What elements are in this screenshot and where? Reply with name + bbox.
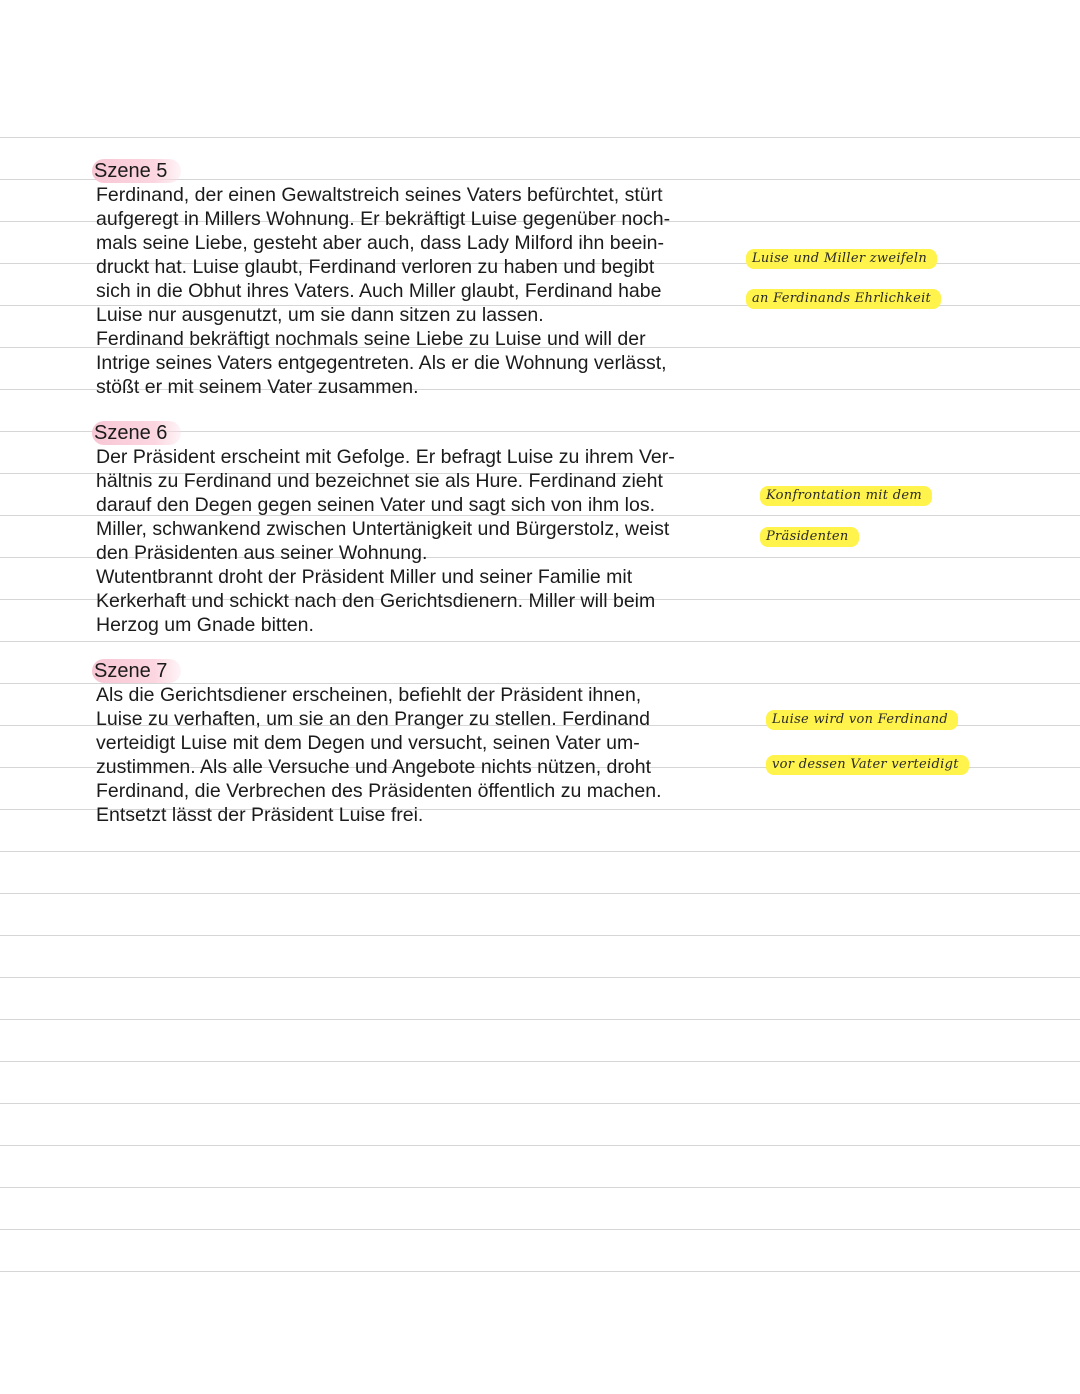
ruled-line (0, 641, 1080, 642)
ruled-line (0, 1229, 1080, 1230)
margin-note: Luise und Miller zweifeln (746, 249, 937, 269)
scene-paragraph: Ferdinand, der einen Gewaltstreich seines Vaters befürchtet, stürt aufgeregt in Millers Wohnung. Er bekräftigt Luise gegenüber noch- mals seine Liebe, gesteht aber auch, dass Lady Milford ihn beein- druckt hat. Luise glaubt, Ferdinand verloren zu haben und begibt sich in die Obhut ihres Vaters. Auch Miller glaubt, Ferdinand habe Luise nur ausgenutzt, um sie dann sitzen zu lassen. (96, 184, 671, 326)
scene-5-section (96, 159, 716, 399)
scene-paragraph: Der Präsident erscheint mit Gefolge. Er befragt Luise zu ihrem Ver- hältnis zu Ferdinand und bezeichnet sie als Hure. Ferdinand zieht darauf den Degen gegen seinen Vater und sagt sich von ihm los. Miller, schwankend zwischen Untertänigkeit und Bürgerstolz, weist den Präsidenten aus seiner Wohnung. (96, 446, 675, 564)
scene-paragraph: Wutentbrannt droht der Präsident Miller und seiner Familie mit Kerkerhaft und schickt nach den Gerichtsdienern. Miller will beim Herzog um Gnade bitten. (96, 566, 656, 636)
ruled-line (0, 893, 1080, 894)
margin-note: an Ferdinands Ehrlichkeit (746, 289, 941, 309)
margin-note: Präsidenten (760, 527, 859, 547)
scene-paragraph: Ferdinand bekräftigt nochmals seine Liebe zu Luise und will der Intrige seines Vaters entgegentreten. Als er die Wohnung verlässt, stößt er mit seinem Vater zusammen. (96, 328, 667, 398)
scene-7-section (96, 659, 716, 827)
scene-6-section (96, 421, 716, 637)
ruled-line (0, 1271, 1080, 1272)
scene-title: Szene 5 (92, 159, 181, 183)
scene-paragraph: Als die Gerichtsdiener erscheinen, befiehlt der Präsident ihnen, Luise zu verhaften, um sie an den Pranger zu stellen. Ferdinand verteidigt Luise mit dem Degen und versucht, seinen Vater um- zustimmen. Als alle Versuche und Angebote nichts nützen, droht Ferdinand, die Verbrechen des Präsidenten öffentlich zu machen. Entsetzt lässt der Präsident Luise frei. (96, 684, 662, 826)
ruled-line (0, 137, 1080, 138)
scene-title: Szene 6 (92, 421, 181, 445)
margin-note: Luise wird von Ferdinand (766, 710, 958, 730)
ruled-line (0, 935, 1080, 936)
ruled-line (0, 1061, 1080, 1062)
ruled-line (0, 1145, 1080, 1146)
ruled-line (0, 1019, 1080, 1020)
ruled-line (0, 977, 1080, 978)
ruled-line (0, 851, 1080, 852)
margin-note: Konfrontation mit dem (760, 486, 932, 506)
scene-title: Szene 7 (92, 659, 181, 683)
margin-note: vor dessen Vater verteidigt (766, 755, 969, 775)
ruled-line (0, 1103, 1080, 1104)
ruled-line (0, 1187, 1080, 1188)
